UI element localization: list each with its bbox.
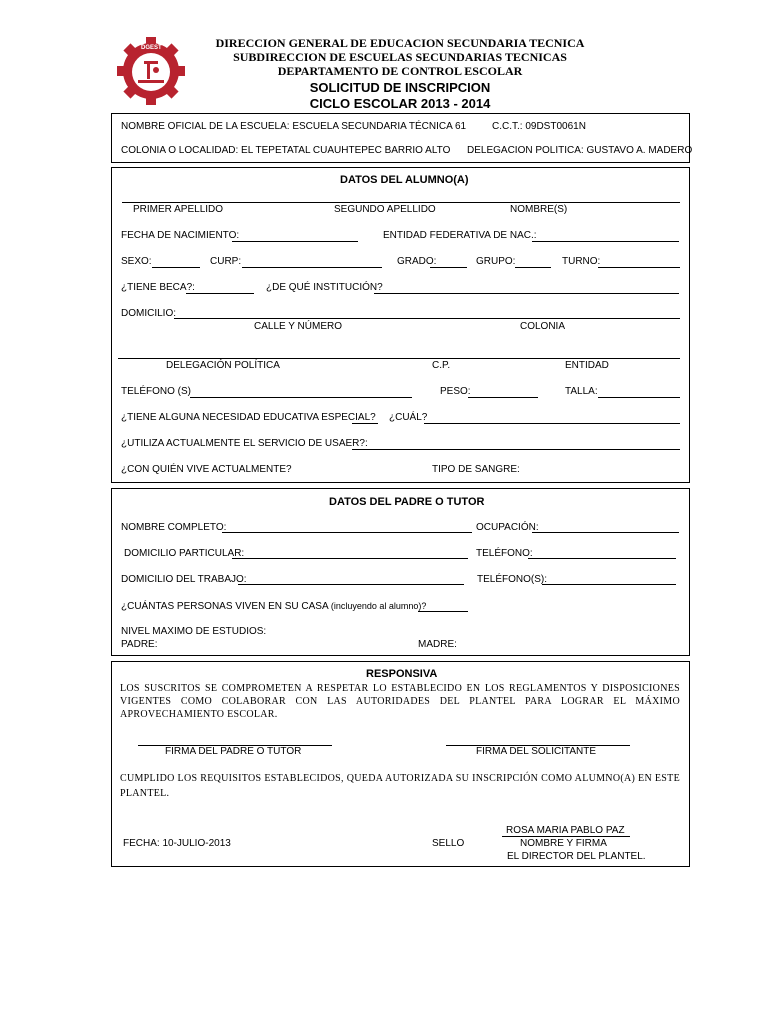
tutor-nombre-label: NOMBRE COMPLETO: xyxy=(121,522,227,533)
usaer-label: ¿UTILIZA ACTUALMENTE EL SERVICIO DE USAER?: xyxy=(121,438,368,449)
padre-label: PADRE: xyxy=(121,639,158,650)
vive-label: ¿CON QUIÉN VIVE ACTUALMENTE? xyxy=(121,464,292,475)
talla-label: TALLA: xyxy=(565,386,598,397)
grado-label: GRADO: xyxy=(397,256,437,267)
necesidad-field[interactable] xyxy=(352,423,378,424)
institucion-field[interactable] xyxy=(374,293,679,294)
director-signature-line[interactable] xyxy=(502,836,630,837)
domicilio-particular-field[interactable] xyxy=(232,558,468,559)
primer-apellido-label: PRIMER APELLIDO xyxy=(133,204,224,215)
domicilio-field[interactable] xyxy=(174,318,680,319)
grado-field[interactable] xyxy=(430,267,467,268)
personas-field[interactable] xyxy=(418,611,468,612)
entidad-nac-field[interactable] xyxy=(532,241,679,242)
ocupacion-field[interactable] xyxy=(532,532,679,533)
cual-field[interactable] xyxy=(424,423,680,424)
domicilio-trabajo-field[interactable] xyxy=(238,584,464,585)
talla-field[interactable] xyxy=(598,397,680,398)
personas-label xyxy=(121,600,426,613)
nivel-estudios-label: NIVEL MAXIMO DE ESTUDIOS: xyxy=(121,626,267,637)
institucion-label: ¿DE QUÉ INSTITUCIÓN? xyxy=(266,282,383,293)
tutor-telefono-label: TELÉFONO: xyxy=(476,548,533,559)
segundo-apellido-label: SEGUNDO APELLIDO xyxy=(334,204,436,215)
sexo-field[interactable] xyxy=(152,267,200,268)
usaer-field[interactable] xyxy=(352,449,680,450)
nombres-label: NOMBRE(S) xyxy=(510,204,568,215)
logo-text: DGEST xyxy=(141,45,162,51)
school-cycle: CICLO ESCOLAR 2013 - 2014 xyxy=(309,96,491,111)
student-section-title: DATOS DEL ALUMNO(A) xyxy=(340,174,469,186)
fecha-label: FECHA: 10-JULIO-2013 xyxy=(123,838,231,849)
necesidad-label: ¿TIENE ALGUNA NECESIDAD EDUCATIVA ESPECIAL? xyxy=(121,412,376,423)
curp-label: CURP: xyxy=(210,256,242,267)
responsiva-text: LOS SUSCRITOS SE COMPROMETEN A RESPETAR LO ESTABLECIDO EN LOS REGLAMENTOS Y DISPOSICIONES VIGENTES COMO COLABORAR CON LAS AUTORIDADES DEL PLANTEL PARA LOGRAR EL MÁXIMO APROVECHAMIENTO ESCOLAR. xyxy=(120,683,680,720)
beca-label: ¿TIENE BECA?: xyxy=(121,282,195,293)
tutor-telefono2-field[interactable] xyxy=(542,584,676,585)
peso-label: PESO: xyxy=(440,386,471,397)
grupo-field[interactable] xyxy=(515,267,551,268)
fecha-nacimiento-field[interactable] xyxy=(232,241,358,242)
grupo-label: GRUPO: xyxy=(476,256,516,267)
director-title: EL DIRECTOR DEL PLANTEL. xyxy=(507,851,646,862)
responsiva-title: RESPONSIVA xyxy=(366,668,438,680)
entidad-label: ENTIDAD xyxy=(565,360,609,371)
cumplido-text: CUMPLIDO LOS REQUISITOS ESTABLECIDOS, QUEDA AUTORIZADA SU INSCRIPCIÓN COMO ALUMNO(A) EN ESTE PLANTEL. xyxy=(120,773,680,799)
madre-label: MADRE: xyxy=(418,639,457,650)
cual-label: ¿CUÁL? xyxy=(389,412,428,423)
school-delegacion: DELEGACION POLITICA: GUSTAVO A. MADERO xyxy=(467,145,693,156)
sexo-label: SEXO: xyxy=(121,256,152,267)
sello-label: SELLO xyxy=(432,838,465,849)
nombre-firma-label: NOMBRE Y FIRMA xyxy=(520,838,607,849)
firma-solicitante-label: FIRMA DEL SOLICITANTE xyxy=(476,746,597,757)
cp-label: C.P. xyxy=(432,360,451,371)
entidad-nac-label: ENTIDAD FEDERATIVA DE NAC.: xyxy=(383,230,537,241)
turno-label: TURNO: xyxy=(562,256,601,267)
domicilio-trabajo-label: DOMICILIO DEL TRABAJO: xyxy=(121,574,247,585)
telefono-field[interactable] xyxy=(190,397,412,398)
domicilio-particular-label: DOMICILIO PARTICULAR: xyxy=(124,548,245,559)
personas-label-note: (incluyendo al alumno)? xyxy=(330,601,427,611)
beca-field[interactable] xyxy=(186,293,254,294)
tutor-telefono-field[interactable] xyxy=(528,558,676,559)
school-cct: C.C.T.: 09DST0061N xyxy=(492,121,586,132)
tutor-telefono2-label: TELÉFONO(S): xyxy=(477,574,548,585)
telefono-label: TELÉFONO (S) xyxy=(121,386,192,397)
school-name: NOMBRE OFICIAL DE LA ESCUELA: ESCUELA SECUNDARIA TÉCNICA 61 xyxy=(121,121,467,132)
personas-label-main: ¿CUÁNTAS PERSONAS VIVEN EN SU CASA xyxy=(121,601,331,612)
delegacion-label: DELEGACIÓN POLÍTICA xyxy=(166,360,280,371)
domicilio-field-2[interactable] xyxy=(118,358,680,359)
sangre-label: TIPO DE SANGRE: xyxy=(432,464,520,475)
header-line-3: DEPARTAMENTO DE CONTROL ESCOLAR xyxy=(277,64,523,78)
curp-field[interactable] xyxy=(242,267,382,268)
colonia-label: COLONIA xyxy=(520,321,566,332)
page-title: SOLICITUD DE INSCRIPCION xyxy=(309,80,491,95)
domicilio-label: DOMICILIO: xyxy=(121,308,177,319)
peso-field[interactable] xyxy=(468,397,538,398)
tutor-nombre-field[interactable] xyxy=(222,532,472,533)
turno-field[interactable] xyxy=(598,267,680,268)
student-name-line[interactable] xyxy=(122,202,680,203)
tutor-section-title: DATOS DEL PADRE O TUTOR xyxy=(329,496,485,508)
firma-padre-label: FIRMA DEL PADRE O TUTOR xyxy=(165,746,302,757)
school-colonia: COLONIA O LOCALIDAD: EL TEPETATAL CUAUHTEPEC BARRIO ALTO xyxy=(121,145,451,156)
fecha-nacimiento-label: FECHA DE NACIMIENTO: xyxy=(121,230,240,241)
header-line-2: SUBDIRECCION DE ESCUELAS SECUNDARIAS TECNICAS xyxy=(233,50,567,64)
ocupacion-label: OCUPACIÓN: xyxy=(476,522,539,533)
director-name: ROSA MARIA PABLO PAZ xyxy=(506,825,625,836)
calle-label: CALLE Y NÚMERO xyxy=(254,321,342,332)
header-line-1: DIRECCION GENERAL DE EDUCACION SECUNDARIA TECNICA xyxy=(215,36,585,50)
